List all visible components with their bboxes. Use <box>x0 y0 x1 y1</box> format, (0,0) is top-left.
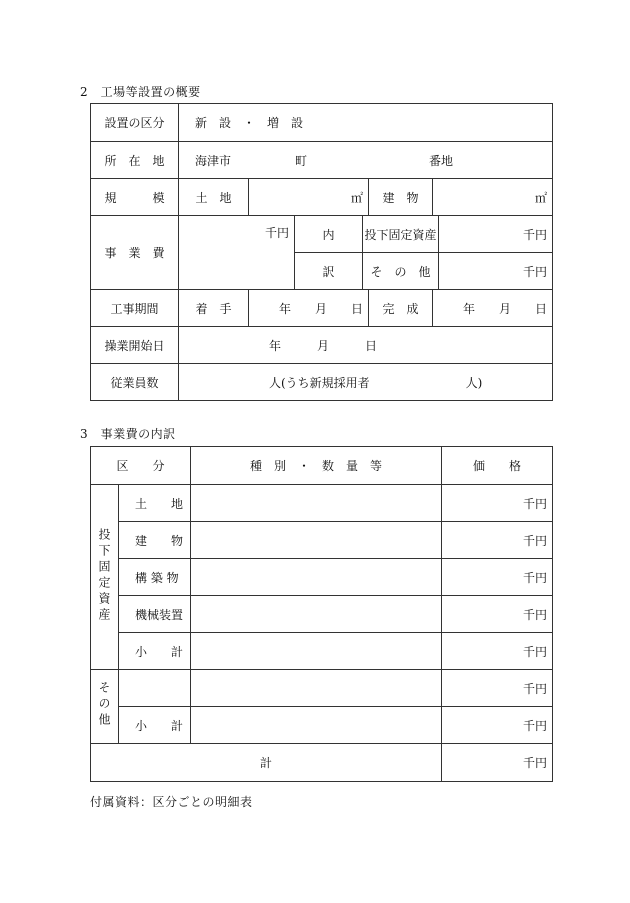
section2-heading: 2 工場等設置の概要 <box>80 85 201 99</box>
kansei-date: 年 月 日 <box>433 290 553 327</box>
sogyo-label: 操業開始日 <box>91 327 179 364</box>
wake-char: 訳 <box>322 264 335 279</box>
setchi-value: 新 設 ・ 増 設 <box>179 104 553 142</box>
table-row-detail <box>191 596 442 633</box>
factory-overview-table <box>90 103 553 401</box>
header-kakaku: 価 格 <box>442 447 553 485</box>
table-row-label: 土 地 <box>119 485 191 522</box>
sonota-group-label <box>91 670 119 744</box>
toka-amount: 千円 <box>439 216 553 253</box>
tochi-area: ㎡ <box>249 179 369 216</box>
header-shubetsu: 種 別 ・ 数 量 等 <box>191 447 442 485</box>
table-row-price: 千円 <box>442 707 553 744</box>
setchi-label: 設置の区分 <box>91 104 179 142</box>
section3-heading: 3 事業費の内訳 <box>80 427 176 441</box>
chakushu-label: 着 手 <box>179 290 249 327</box>
footnote: 付属資料：区分ごとの明細表 <box>90 795 253 809</box>
kansei-label: 完 成 <box>369 290 433 327</box>
sonota-amount: 千円 <box>439 253 553 290</box>
shozai-value <box>179 142 553 179</box>
shozai-cho: 町 <box>295 153 308 168</box>
table-row-detail <box>191 633 442 670</box>
table-row-price: 千円 <box>442 485 553 522</box>
jugyoin-label: 従業員数 <box>91 364 179 401</box>
sonota-group-text: その他 <box>97 681 111 729</box>
jugyoin-value: 人(うち新規採用者 人) <box>179 364 553 401</box>
table-row-price: 千円 <box>442 522 553 559</box>
table-row-detail <box>191 559 442 596</box>
table-row-detail <box>191 707 442 744</box>
table-row-label: 小 計 <box>119 633 191 670</box>
toka-group-text: 投下固定資産 <box>97 527 111 624</box>
toka-label: 投下固定資産 <box>363 216 439 253</box>
total-label: 計 <box>91 744 442 782</box>
table-row-price: 千円 <box>442 559 553 596</box>
table-row-detail <box>191 485 442 522</box>
table-row-price: 千円 <box>442 670 553 707</box>
uchi-label <box>295 216 363 253</box>
chakushu-date: 年 月 日 <box>249 290 369 327</box>
cost-breakdown-table <box>90 446 553 782</box>
header-kubun: 区 分 <box>91 447 191 485</box>
table-row-detail <box>191 670 442 707</box>
shozai-label: 所 在 地 <box>91 142 179 179</box>
total-price: 千円 <box>442 744 553 782</box>
table-row-label: 小 計 <box>119 707 191 744</box>
shozai-banchi: 番地 <box>429 153 454 168</box>
sogyo-date: 年 月 日 <box>179 327 553 364</box>
table-row-label: 機械装置 <box>119 596 191 633</box>
table-row-label: 建 物 <box>119 522 191 559</box>
table-row-price: 千円 <box>442 633 553 670</box>
shozai-city: 海津市 <box>195 153 232 168</box>
sonota-label: そ の 他 <box>363 253 439 290</box>
jigyohi-total: 千円 <box>179 216 295 290</box>
table-row-detail <box>191 522 442 559</box>
jigyohi-label: 事 業 費 <box>91 216 179 290</box>
koji-label: 工事期間 <box>91 290 179 327</box>
table-row-label: 構 築 物 <box>119 559 191 596</box>
tatemono-label: 建 物 <box>369 179 433 216</box>
tochi-label: 土 地 <box>179 179 249 216</box>
toka-group-label <box>91 485 119 670</box>
uchi-char: 内 <box>322 227 335 242</box>
table-row-price: 千円 <box>442 596 553 633</box>
tatemono-area: ㎡ <box>433 179 553 216</box>
wake-label <box>295 253 363 290</box>
table-row-label <box>119 670 191 707</box>
kibo-label: 規 模 <box>91 179 179 216</box>
